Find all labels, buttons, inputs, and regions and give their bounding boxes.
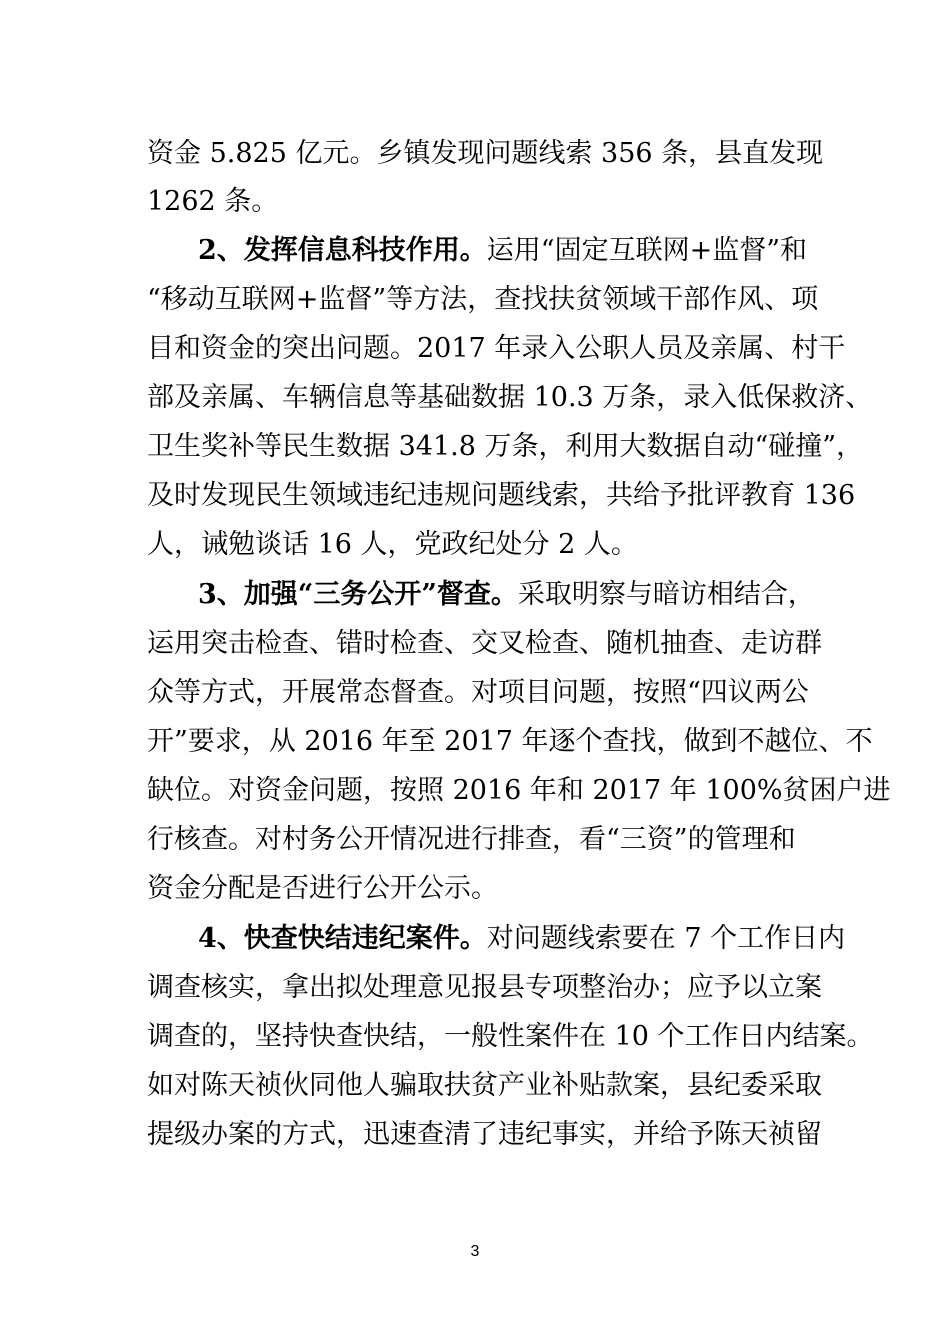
line-text: 1262 条。 (147, 186, 279, 217)
line-text: 众等方式，开展常态督查。对项目问题，按照“四议两公 (147, 677, 809, 708)
line-text: 开”要求，从 2016 年至 2017 年逐个查找，做到不越位、不 (147, 726, 873, 757)
line-text: 缺位。对资金问题，按照 2016 年和 2017 年 100%贫困户进 (147, 775, 891, 806)
body-line (147, 677, 807, 709)
line-text: 运用“固定互联网+监督”和 (486, 235, 808, 266)
section-heading: 3、加强“三务公开”督查。 (198, 579, 518, 610)
section-heading: 2、发挥信息科技作用。 (198, 235, 487, 266)
line-text: 提级办案的方式，迅速查清了违纪事实，并给予陈天祯留 (147, 1119, 822, 1150)
line-text: 采取明察与暗访相结合， (517, 579, 815, 610)
section-heading-line (198, 923, 858, 955)
body-line (147, 824, 807, 856)
body-line (147, 431, 864, 463)
body-line (147, 382, 873, 414)
body-line (147, 480, 856, 512)
line-text: 行核查。对村务公开情况进行排查，看“三资”的管理和 (147, 824, 796, 855)
line-text: 卫生奖补等民生数据 341.8 万条，利用大数据自动“碰撞”， (147, 431, 864, 462)
line-text: “移动互联网+监督”等方法，查找扶贫领域干部作风、项 (147, 284, 819, 315)
body-line (147, 1119, 822, 1151)
body-line (147, 628, 822, 660)
section-heading-line (198, 235, 858, 267)
line-text: 人，诫勉谈话 16 人，党政纪处分 2 人。 (147, 529, 638, 560)
body-line (147, 284, 819, 316)
line-text: 调查的，坚持快查快结，一般性案件在 10 个工作日内结案。 (147, 1021, 874, 1052)
body-line (147, 333, 846, 365)
body-line (147, 138, 824, 170)
section-heading: 4、快查快结违纪案件。 (198, 923, 487, 954)
line-text: 运用突击检查、错时检查、交叉检查、随机抽查、走访群 (147, 628, 822, 659)
line-text: 资金分配是否进行公开公示。 (147, 873, 498, 904)
line-text: 资金 5.825 亿元。乡镇发现问题线索 356 条，县直发现 (147, 138, 824, 169)
body-line (147, 873, 807, 905)
body-line (147, 972, 822, 1004)
section-heading-line (198, 579, 858, 611)
line-text: 如对陈天祯伙同他人骗取扶贫产业补贴款案，县纪委采取 (147, 1070, 822, 1101)
body-line (147, 1021, 874, 1053)
body-line (147, 529, 807, 561)
body-line (147, 775, 891, 807)
line-text: 调查核实，拿出拟处理意见报县专项整治办；应予以立案 (147, 972, 822, 1003)
page-number: 3 (470, 1243, 480, 1260)
line-text: 对问题线索要在 7 个工作日内 (486, 923, 846, 954)
line-text: 及时发现民生领域违纪违规问题线索，共给予批评教育 136 (147, 480, 856, 511)
body-line (147, 1070, 822, 1102)
body-line (147, 726, 873, 758)
line-text: 部及亲属、车辆信息等基础数据 10.3 万条，录入低保救济、 (147, 382, 873, 413)
body-line (147, 186, 807, 218)
line-text: 目和资金的突出问题。2017 年录入公职人员及亲属、村干 (147, 333, 846, 364)
